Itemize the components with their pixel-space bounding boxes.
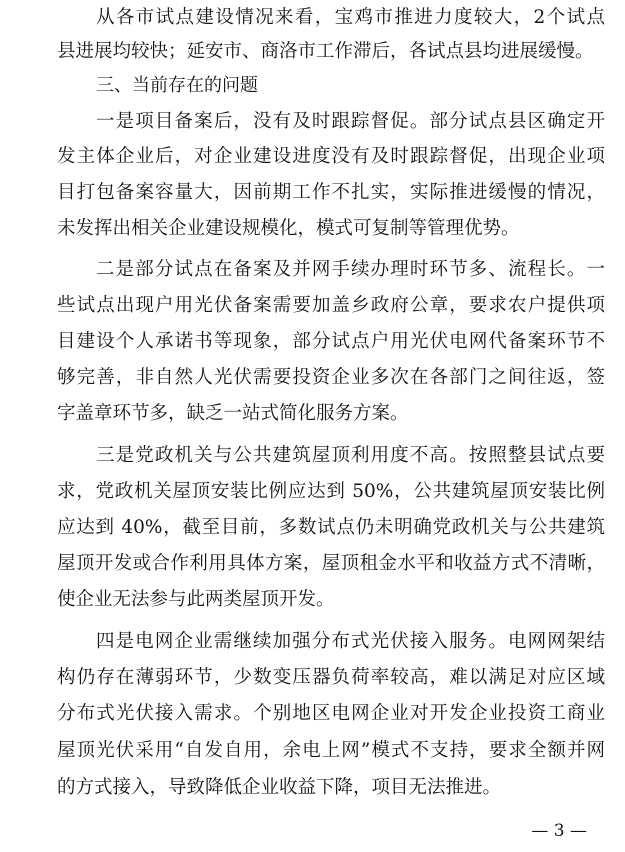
paragraph-4-line-5: 的方式接入，导致降低企业收益下降，项目无法推进。 — [57, 777, 502, 798]
paragraph-2-line-1: 二是部分试点在备案及并网手续办理时环节多、流程长。一 — [96, 259, 605, 280]
paragraph-1-line-2: 发主体企业后，对企业建设进度没有及时跟踪督促，出现企业项 — [57, 146, 605, 167]
paragraph-3-line-4: 屋顶开发或合作利用具体方案，屋顶租金水平和收益方式不清晰， — [57, 553, 605, 574]
paragraph-3-line-3: 应达到 40%，截至目前，多数试点仍未明确党政机关与公共建筑 — [57, 517, 605, 538]
paragraph-3-line-1: 三是党政机关与公共建筑屋顶利用度不高。按照整县试点要 — [96, 445, 605, 466]
continuation-line-2: 县进展均较快；延安市、商洛市工作滞后，各试点县均进展缓慢。 — [57, 41, 594, 62]
paragraph-4-line-4: 屋顶光伏采用“自发自用，余电上网”模式不支持，要求全额并网 — [57, 740, 605, 761]
paragraph-2-line-2: 些试点出现户用光伏备案需要加盖乡政府公章，要求农户提供项 — [57, 295, 605, 316]
section-heading: 三、当前存在的问题 — [96, 75, 258, 96]
paragraph-2-line-4: 够完善，非自然人光伏需要投资企业多次在各部门之间往返，签 — [57, 367, 605, 388]
paragraph-1-line-4: 未发挥出相关企业建设规模化，模式可复制等管理优势。 — [57, 218, 520, 239]
paragraph-4-line-1: 四是电网企业需继续加强分布式光伏接入服务。电网网架结 — [96, 631, 605, 652]
continuation-line-1: 从各市试点建设情况来看，宝鸡市推进力度较大，2个试点 — [96, 7, 605, 28]
paragraph-4-line-3: 分布式光伏接入需求。个别地区电网企业对开发企业投资工商业 — [57, 703, 605, 724]
paragraph-2-line-5: 字盖章环节多，缺乏一站式简化服务方案。 — [57, 403, 409, 424]
paragraph-1-line-3: 目打包备案容量大，因前期工作不扎实，实际推进缓慢的情况， — [57, 182, 605, 203]
page-number: — 3 — — [531, 821, 587, 841]
paragraph-2-line-3: 目建设个人承诺书等现象，部分试点户用光伏电网代备案环节不 — [57, 331, 605, 352]
paragraph-4-line-2: 构仍存在薄弱环节，少数变压器负荷率较高，难以满足对应区域 — [57, 667, 605, 688]
paragraph-3-line-2: 求，党政机关屋顶安装比例应达到 50%，公共建筑屋顶安装比例 — [57, 481, 605, 502]
paragraph-3-line-5: 使企业无法参与此两类屋顶开发。 — [57, 589, 335, 610]
paragraph-1-line-1: 一是项目备案后，没有及时跟踪督促。部分试点县区确定开 — [96, 111, 605, 132]
